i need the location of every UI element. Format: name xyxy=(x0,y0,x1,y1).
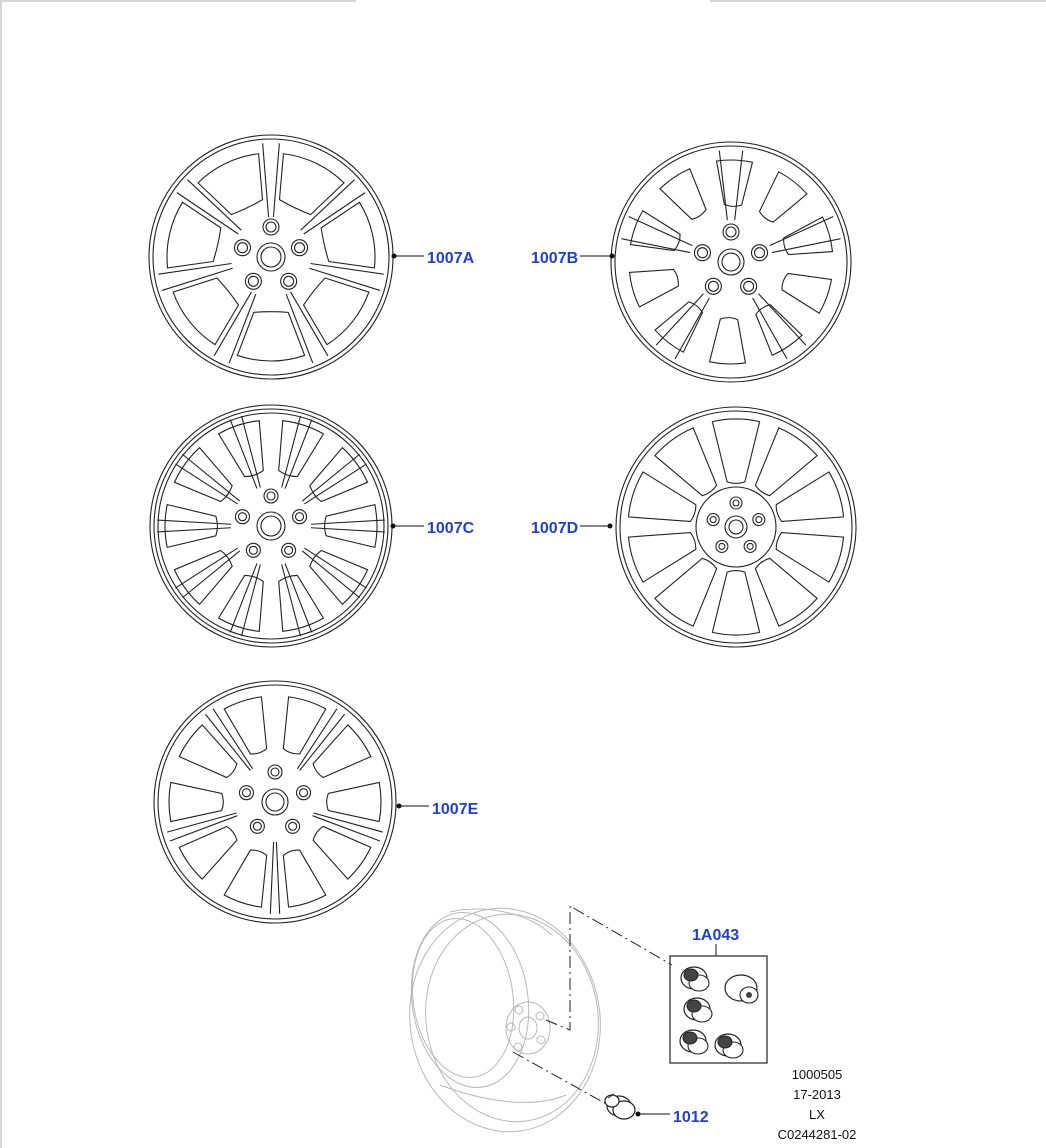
leader-1007c xyxy=(391,524,425,529)
lug-hole-inner xyxy=(296,513,304,521)
callout-1007e[interactable]: 1007E xyxy=(432,801,479,818)
lug-hole xyxy=(235,510,249,524)
lug-hole-inner xyxy=(719,543,725,549)
wheel-window xyxy=(628,533,695,583)
wheel-window xyxy=(655,302,702,352)
wheel-center-bore-inner xyxy=(266,793,284,811)
wheel-nut-socket xyxy=(687,1000,701,1012)
wheel-window xyxy=(776,472,843,522)
spoke-edge xyxy=(214,292,251,356)
wheel-window xyxy=(712,571,759,635)
spoke-edge xyxy=(286,294,313,363)
wheel-window xyxy=(717,160,753,206)
wheel-1007c-drawing xyxy=(150,405,392,647)
spoke-edge xyxy=(230,563,257,632)
spoke-edge xyxy=(770,216,834,245)
wheel-window xyxy=(179,725,237,778)
leader-1007a xyxy=(392,254,425,259)
lug-hole-inner xyxy=(744,281,754,291)
wheel-window xyxy=(759,172,806,222)
wheel-window xyxy=(304,278,369,345)
wheel-nut-1012-drawing xyxy=(605,1094,670,1119)
wheel-center-bore-inner xyxy=(261,247,281,267)
lug-hole-inner xyxy=(248,276,258,286)
wheel-rim-outer xyxy=(150,405,392,647)
lug-hole xyxy=(292,240,308,256)
lug-hole xyxy=(264,489,278,503)
lug-hole xyxy=(281,273,297,289)
lug-hole xyxy=(245,273,261,289)
spoke-edge xyxy=(656,294,703,346)
spoke-edge xyxy=(304,548,366,588)
lug-hole-inner xyxy=(237,243,247,253)
wheel-rim-outer xyxy=(149,135,393,379)
wheel-window xyxy=(776,533,843,583)
lug-hole xyxy=(705,278,721,294)
assembly-guide-lines xyxy=(513,906,672,1106)
wheel-window xyxy=(712,419,759,483)
locking-wheel-nut-key xyxy=(746,992,752,998)
wheel-window xyxy=(165,505,217,548)
spoke-edge xyxy=(230,420,257,489)
lug-hole xyxy=(268,765,282,779)
wheel-nut-set-drawing xyxy=(680,967,758,1058)
lug-hole-inner xyxy=(271,768,279,776)
wheel-rim-inner xyxy=(620,411,852,643)
wheel-window xyxy=(279,154,344,215)
lug-hole-inner xyxy=(266,222,276,232)
callout-1007a[interactable]: 1007A xyxy=(427,250,475,267)
lug-hole xyxy=(246,543,260,557)
lug-hole-inner xyxy=(733,500,739,506)
lug-hole-inner xyxy=(756,517,762,523)
wheel-window xyxy=(313,725,371,778)
lug-hole-inner xyxy=(726,227,736,237)
callout-1012[interactable]: 1012 xyxy=(673,1109,709,1126)
lug-hole xyxy=(752,245,768,261)
wheel-window xyxy=(198,154,263,215)
wheel-center-bore-inner xyxy=(729,520,743,534)
wheel-window xyxy=(631,211,681,251)
spoke-edge xyxy=(276,842,279,914)
spoke-edge xyxy=(311,520,385,524)
hub-cap-ring xyxy=(696,487,776,567)
wheel-window xyxy=(327,782,381,821)
lug-hole xyxy=(234,240,250,256)
assembly-wheel-ghost-drawing xyxy=(395,896,614,1144)
lug-hole-inner xyxy=(755,248,765,258)
wheel-nut-socket xyxy=(684,969,698,981)
illustration-reference: C0244281-02 xyxy=(777,1127,857,1142)
wheel-1007b-drawing xyxy=(611,142,851,382)
wheel-window xyxy=(321,202,375,268)
spoke-edge xyxy=(285,563,312,632)
lug-hole xyxy=(694,245,710,261)
wheel-window xyxy=(169,782,223,821)
wheel-window xyxy=(660,169,706,220)
lug-hole-inner xyxy=(710,517,716,523)
spoke-edge xyxy=(263,143,269,217)
spoke-edge xyxy=(175,464,237,504)
wheel-window xyxy=(167,202,221,268)
spoke-edge xyxy=(629,216,693,245)
spoke-edge xyxy=(157,528,231,532)
wheel-rim-inner xyxy=(615,146,847,378)
lug-hole xyxy=(730,497,742,509)
spoke-edge xyxy=(270,842,273,914)
lug-hole-inner xyxy=(300,789,308,797)
wheel-rim-outer xyxy=(611,142,851,382)
callout-1007b[interactable]: 1007B xyxy=(531,250,579,267)
lug-hole-inner xyxy=(249,546,257,554)
wheel-window xyxy=(756,305,802,356)
lug-hole xyxy=(250,819,264,833)
wheel-window xyxy=(237,312,304,361)
wheel-1007d-drawing xyxy=(616,407,856,647)
lug-hole-inner xyxy=(697,248,707,258)
spoke-edge xyxy=(291,292,328,356)
spoke-edge xyxy=(229,294,256,363)
wheel-window xyxy=(283,850,325,907)
wheel-window xyxy=(782,273,832,313)
wheel-rim-inner xyxy=(154,409,388,643)
callout-1007c[interactable]: 1007C xyxy=(427,520,475,537)
wheel-1007a-drawing xyxy=(149,135,393,379)
lug-hole xyxy=(744,540,756,552)
wheel-window xyxy=(630,269,679,306)
lug-hole xyxy=(286,819,300,833)
wheel-window xyxy=(710,318,746,364)
drawing-number: 1000505 xyxy=(791,1067,843,1082)
leader-1007b xyxy=(580,254,615,259)
lug-hole-inner xyxy=(253,822,261,830)
leader-1007d xyxy=(580,524,613,529)
lug-hole-inner xyxy=(267,492,275,500)
wheel-center-bore-inner xyxy=(261,516,281,536)
lug-hole-inner xyxy=(708,281,718,291)
wheel-nut-socket xyxy=(718,1036,732,1048)
callout-1007d[interactable]: 1007D xyxy=(531,520,579,537)
spoke-edge xyxy=(157,520,231,524)
wheel-window xyxy=(173,278,238,345)
spoke-edge xyxy=(675,298,709,359)
lug-hole xyxy=(239,786,253,800)
lug-hole-inner xyxy=(242,789,250,797)
lug-hole xyxy=(297,786,311,800)
spoke-edge xyxy=(273,143,279,217)
lug-hole-inner xyxy=(238,513,246,521)
wheel-rim-outer xyxy=(616,407,856,647)
spoke-edge xyxy=(735,151,743,221)
drawing-date-code: 17-2013 xyxy=(793,1087,841,1102)
lug-hole-inner xyxy=(295,243,305,253)
wheel-window xyxy=(628,472,695,522)
lug-hole xyxy=(716,540,728,552)
spoke-edge xyxy=(285,420,312,489)
lug-hole xyxy=(753,514,765,526)
lug-hole xyxy=(293,510,307,524)
wheel-center-bore xyxy=(725,516,747,538)
lug-hole-inner xyxy=(747,543,753,549)
callout-1a043[interactable]: 1A043 xyxy=(692,927,740,944)
wheel-nut-socket xyxy=(683,1032,697,1044)
spoke-edge xyxy=(175,548,237,588)
lug-hole xyxy=(741,278,757,294)
wheel-window xyxy=(224,850,266,907)
spoke-edge xyxy=(772,239,841,253)
lug-hole-inner xyxy=(285,546,293,554)
wheel-rim-inner xyxy=(153,139,389,375)
lug-hole xyxy=(263,219,279,235)
wheel-center-bore-inner xyxy=(722,253,740,271)
lug-hole xyxy=(282,543,296,557)
leader-1007e xyxy=(397,804,430,809)
wheel-1007e-drawing xyxy=(154,681,396,923)
wheel-window xyxy=(325,505,377,548)
spoke-edge xyxy=(311,528,385,532)
lug-hole-inner xyxy=(284,276,294,286)
wheel-rim-outer xyxy=(154,681,396,923)
wheel-rim-inner xyxy=(158,685,392,919)
wheel-rim-lip xyxy=(158,413,384,639)
spoke-edge xyxy=(304,464,366,504)
lug-hole xyxy=(707,514,719,526)
lug-hole-inner xyxy=(289,822,297,830)
lug-hole xyxy=(723,224,739,240)
model-code: LX xyxy=(809,1107,825,1122)
